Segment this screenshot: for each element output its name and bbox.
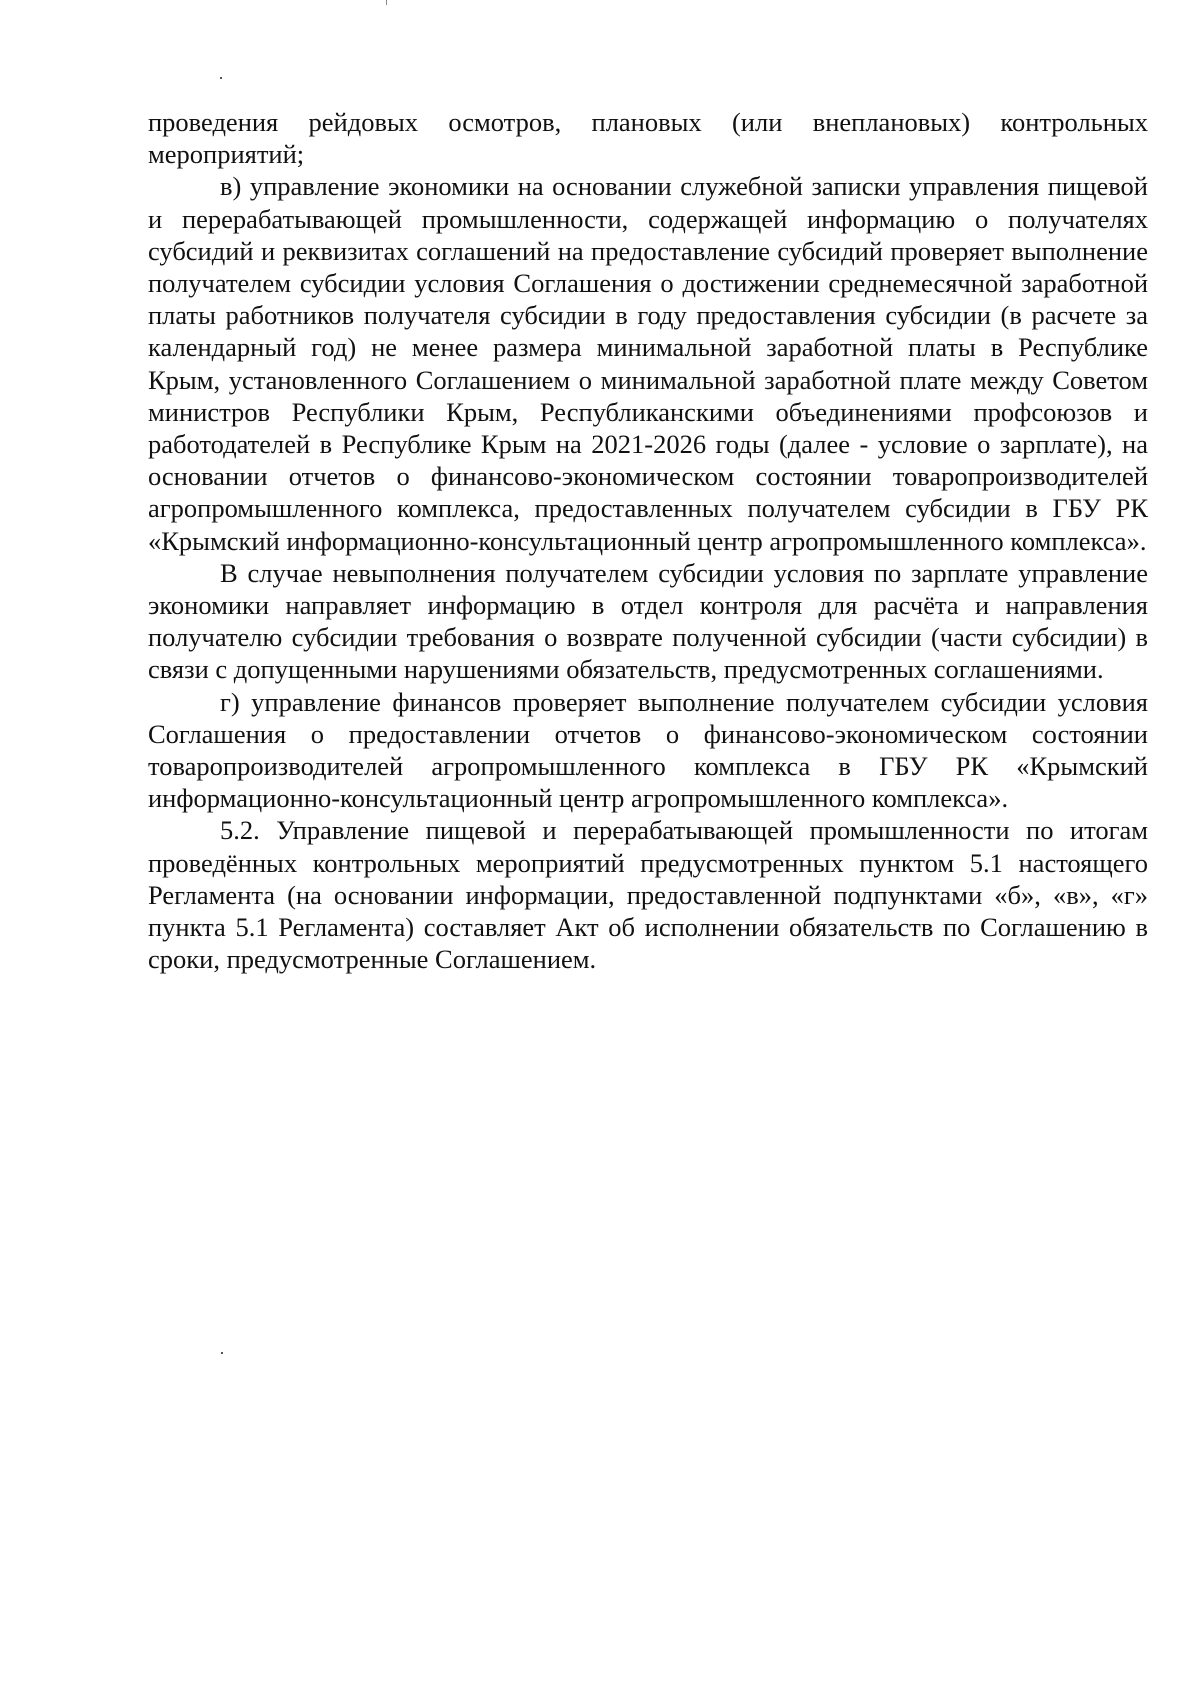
paragraph-item-v: в) управление экономики на основании служебной записки управления пищевой и перерабатывающей промышленности, содержащей информацию о получателях субсидий и реквизитах соглашений на предоставление субсидий проверяет выполнение получателем субсидии условия Соглашения о достижении среднемесячной заработной платы работников получателя субсидии в году предоставления субсидии (в расчете за календарный год) не менее размера минимальной заработной платы в Республике Крым, установленного Соглашением о минимальной заработной плате между Советом министров Республики Крым, Республиканскими объединениями профсоюзов и работодателей в Республике Крым на 2021-2026 годы (далее - условие о зарплате), на основании отчетов о финансово-экономическом состоянии товаропроизводителей агропромышленного комплекса, предоставленных получателем субсидии в ГБУ РК «Крымский информационно-консультационный центр агропромышленного комплекса». [148,171,1148,556]
paragraph-continuation: проведения рейдовых осмотров, плановых (или внеплановых) контрольных мероприятий; [148,107,1148,170]
paragraph-item-g: г) управление финансов проверяет выполнение получателем субсидии условия Соглашения о предоставлении отчетов о финансово-экономическом состоянии товаропроизводителей агропромышленного комплекса в ГБУ РК «Крымский информационно-консультационный центр агропромышленного комплекса». [148,686,1148,814]
scan-artifact-mark [386,0,387,5]
paragraph-section-5-2: 5.2. Управление пищевой и перерабатывающей промышленности по итогам проведённых контрольных мероприятий предусмотренных пунктом 5.1 настоящего Регламента (на основании информации, предоставленной подпунктами «б», «в», «г» пункта 5.1 Регламента) составляет Акт об исполнении обязательств по Соглашению в сроки, предусмотренные Соглашением. [148,815,1148,975]
scan-artifact-dot [221,1352,223,1354]
paragraph-salary-violation: В случае невыполнения получателем субсидии условия по зарплате управление экономики направляет информацию в отдел контроля для расчёта и направления получателю субсидии требования о возврате полученной субсидии (части субсидии) в связи с допущенными нарушениями обязательств, предусмотренных соглашениями. [148,557,1148,685]
document-body [148,106,1148,975]
scan-artifact-dot [220,77,222,79]
